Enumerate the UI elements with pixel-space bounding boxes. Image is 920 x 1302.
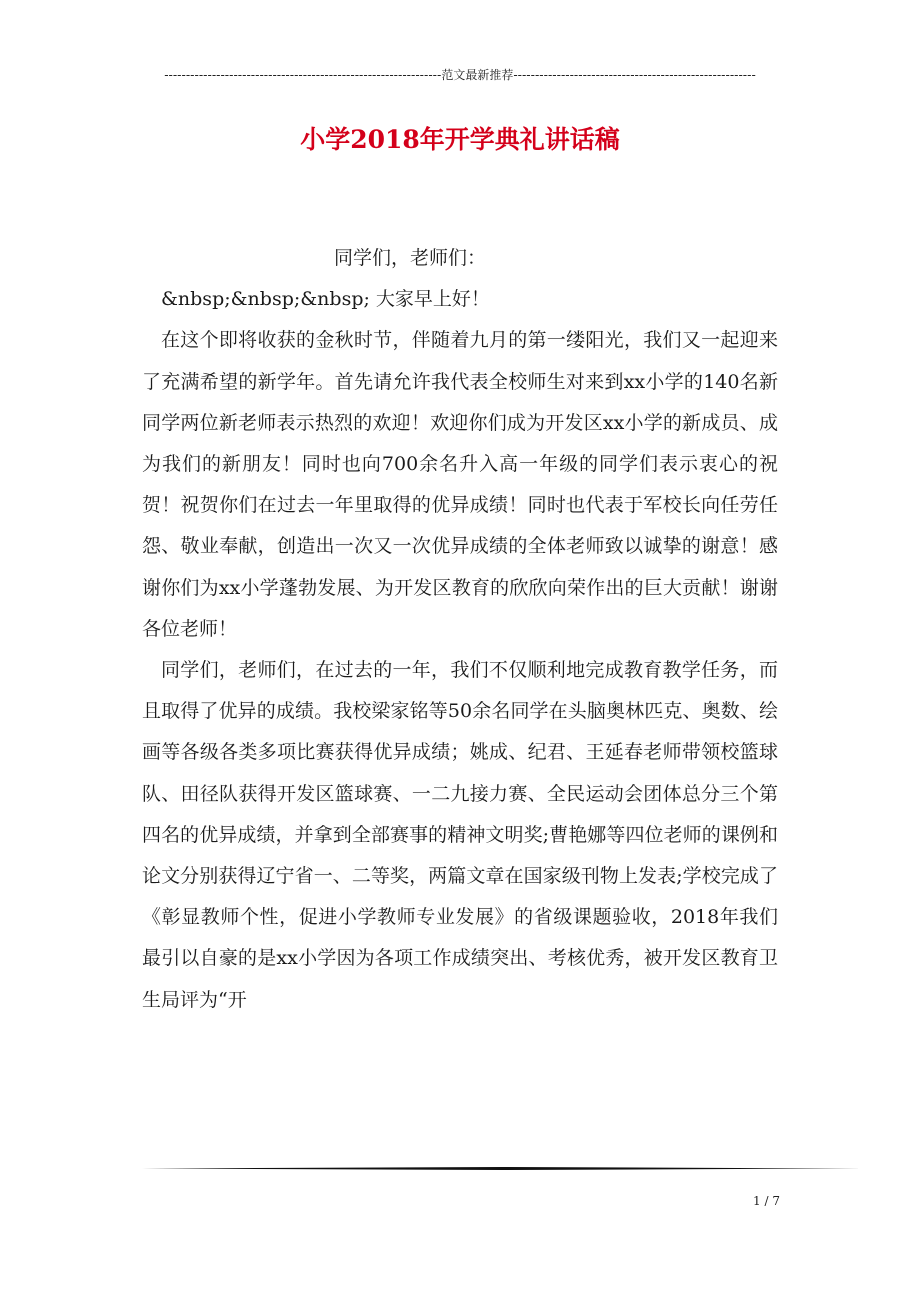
paragraph-1: 在这个即将收获的金秋时节，伴随着九月的第一缕阳光，我们又一起迎来了充满希望的新学年。首先请允许我代表全校师生对来到xx小学的140名新同学两位新老师表示热烈的欢迎！欢迎你们成为开发区xx小学的新成员、成为我们的新朋友！同时也向700余名升入高一年级的同学们表示衷心的祝贺！祝贺你们在过去一年里取得的优异成绩！同时也代表于军校长向任劳任怨、敬业奉献，创造出一次又一次优异成绩的全体老师致以诚挚的谢意！感谢你们为xx小学蓬勃发展、为开发区教育的欣欣向荣作出的巨大贡献！谢谢各位老师！ (142, 329, 778, 640)
greeting-line: 同学们，老师们： (334, 247, 487, 269)
paragraph-2: 同学们，老师们，在过去的一年，我们不仅顺利地完成教育教学任务，而且取得了优异的成绩。我校梁家铭等50余名同学在头脑奥林匹克、奥数、绘画等各级各类多项比赛获得优异成绩；姚成、纪君、王延春老师带领校篮球队、田径队获得开发区篮球赛、一二九接力赛、全民运动会团体总分三个第四名的优异成绩，并拿到全部赛事的精神文明奖;曹艳娜等四位老师的课例和论文分别获得辽宁省一、二等奖，两篇文章在国家级刊物上发表;学校完成了《彰显教师个性，促进小学教师专业发展》的省级课题验收，2018年我们最引以自豪的是xx小学因为各项工作成绩突出、考核优秀，被开发区教育卫生局评为“开 (142, 659, 778, 1011)
salutation-line: &nbsp;&nbsp;&nbsp; 大家早上好！ (161, 288, 490, 311)
page-header: ----------------------------------------------------------------范文最新推荐-------------------------------------------------------- (164, 68, 756, 82)
document-title: 小学2018年开学典礼讲话稿 (300, 125, 620, 154)
footer-divider (142, 1167, 862, 1170)
page-number: 1 / 7 (753, 1194, 780, 1208)
document-body (142, 238, 778, 1021)
